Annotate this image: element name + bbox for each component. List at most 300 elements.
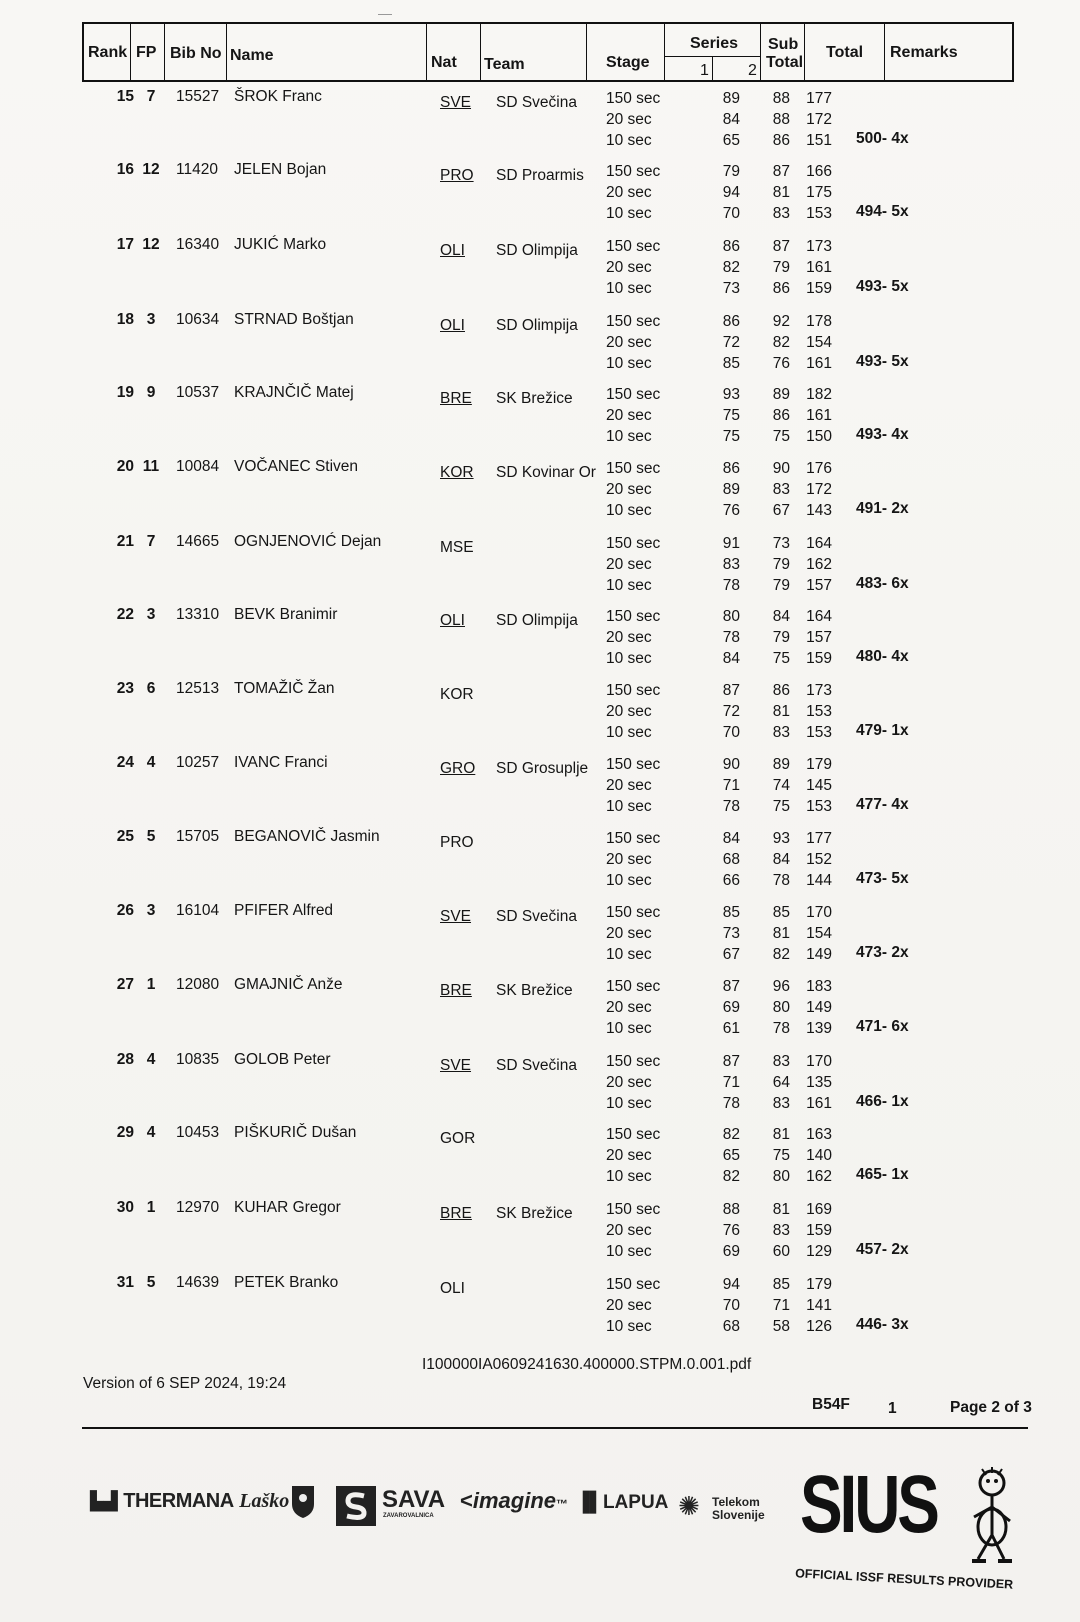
footer-rule bbox=[82, 1427, 1028, 1429]
nat-code: SVE bbox=[440, 1057, 472, 1074]
stage-label: 10 sec bbox=[606, 132, 652, 149]
team-name: SK Brežice bbox=[496, 982, 573, 999]
result-row bbox=[0, 84, 1080, 160]
result-row bbox=[0, 602, 1080, 678]
header-divider bbox=[426, 24, 427, 80]
subtotal-score: 162 bbox=[806, 1168, 832, 1185]
team-name: SK Brežice bbox=[496, 390, 573, 407]
series-2-score: 86 bbox=[772, 682, 790, 699]
athlete-name: JELEN Bojan bbox=[234, 161, 327, 178]
series-1-score: 85 bbox=[722, 355, 740, 372]
total-score: 473- 5x bbox=[856, 870, 909, 887]
series-2-score: 76 bbox=[772, 355, 790, 372]
bib-cell: 15527 bbox=[176, 88, 220, 105]
result-row bbox=[0, 676, 1080, 752]
bib-cell: 10835 bbox=[176, 1051, 220, 1068]
fp-cell: 12 bbox=[142, 236, 160, 253]
subtotal-score: 150 bbox=[806, 428, 832, 445]
subtotal-score: 135 bbox=[806, 1074, 832, 1091]
series-2-score: 78 bbox=[772, 1020, 790, 1037]
subtotal-score: 172 bbox=[806, 111, 832, 128]
series-1-score: 71 bbox=[722, 1074, 740, 1091]
series-1-score: 76 bbox=[722, 1222, 740, 1239]
series-1-score: 89 bbox=[722, 481, 740, 498]
header-divider bbox=[760, 24, 761, 80]
fp-cell: 5 bbox=[146, 1274, 156, 1291]
header-stage: Stage bbox=[606, 54, 650, 71]
results-sheet: Rank FP Bib No Name Nat Team Stage Series 1 2 Sub Total Total Remarks 15 7 15527 ŠROK Franc SVE SD Svečina 150 sec 89 88 177 20 sec 84 88 172 10 sec 65 86 151 500- 4x 16 12 11420 JELEN Bojan PRO SD Proarmis 150 sec 79 87 166 20 sec 94 81 175 10 sec 70 83 153 494- 5x 17 12 16340 JUKIĆ Marko OLI SD Olimpija 150 sec 86 87 173 20 sec 82 79 161 10 sec 73 86 159 493- 5x 18 3 10634 STRNAD Boštjan OLI SD Olimpija 150 sec 86 92 178 20 sec 72 82 154 10 sec 85 76 161 493- 5x 19 9 10537 KRAJNČIČ Matej BRE SK Brežice 150 sec 93 89 182 20 sec 75 86 161 10 sec 75 75 150 493- 4x 20 11 10084 VOČANEC Stiven KOR SD Kovinar Or 150 sec 86 90 176 20 sec 89 83 172 10 sec 76 67 143 491- 2x 21 7 14665 OGNJENOVIĆ Dejan MSE 150 sec 91 73 164 20 sec 83 79 162 10 sec 78 79 157 483- 6x 22 3 13310 BEVK Branimir OLI SD Olimpija 150 sec 80 84 164 20 sec 78 79 157 10 sec 84 75 159 480- 4x 23 6 12513 TOMAŽIČ Žan KOR 150 sec 87 86 173 20 sec 72 81 153 10 sec 70 83 153 479- 1x 24 4 10257 IVANC Franci GRO SD Grosuplje 150 sec 90 89 179 20 sec 71 74 145 10 sec 78 75 153 477- 4x 25 5 15705 BEGANOVIČ Jasmin PRO 150 sec 84 93 177 20 sec 68 84 152 10 sec 66 78 144 473- 5x 26 3 16104 PFIFER Alfred SVE SD Svečina 150 sec 85 85 170 20 sec 73 81 154 10 sec 67 82 149 473- 2x 27 1 12080 GMAJNIČ Anže BRE SK Brežice 150 sec 87 96 183 20 sec 69 80 149 10 sec 61 78 139 471- 6x 28 4 10835 GOLOB Peter SVE SD Svečina 150 sec 87 83 170 20 sec 71 64 135 10 sec 78 83 161 466- 1x 29 4 10453 PIŠKURIČ Dušan GOR 150 sec 82 81 163 20 sec 65 75 140 10 sec 82 80 162 465- 1x 30 1 12970 KUHAR Gregor BRE SK Brežice 150 sec 88 81 169 20 sec 76 83 159 10 sec 69 60 129 457- 2x 31 5 14639 PETEK Branko OLI 150 sec 94 85 179 20 sec 70 71 141 10 sec 68 58 126 446- 3x Version of 6 SEP 2024, 19:24 I100000IA0609241630.400000.STPM.0.001.pdf B54F 1 Page 2 of 3 ▙▟ THERMANA Laško SAVA ZAVAROVALNICA <imagine™ ▐▌LAPUA ✺ Telekom Slovenije SIUS OFFICIAL ISSF RESULTS PROVIDER bbox=[0, 0, 1080, 1622]
series-2-score: 86 bbox=[772, 280, 790, 297]
imagine-logo: <imagine™ bbox=[460, 1488, 568, 1513]
series-1-score: 68 bbox=[722, 1318, 740, 1335]
stage-label: 20 sec bbox=[606, 1074, 652, 1091]
subtotal-score: 157 bbox=[806, 629, 832, 646]
stage-label: 10 sec bbox=[606, 872, 652, 889]
series-1-score: 86 bbox=[722, 313, 740, 330]
series-2-score: 74 bbox=[772, 777, 790, 794]
stage-label: 10 sec bbox=[606, 1020, 652, 1037]
subtotal-score: 159 bbox=[806, 1222, 832, 1239]
subtotal-score: 157 bbox=[806, 577, 832, 594]
nat-code: PRO bbox=[440, 167, 474, 184]
series-1-score: 72 bbox=[722, 703, 740, 720]
stage-label: 150 sec bbox=[606, 904, 661, 921]
result-row bbox=[0, 1195, 1080, 1271]
stage-label: 150 sec bbox=[606, 460, 661, 477]
rank-cell: 16 bbox=[116, 161, 134, 178]
thermana-icon: ▙▟ bbox=[90, 1491, 118, 1511]
rank-cell: 26 bbox=[116, 902, 134, 919]
stage-label: 150 sec bbox=[606, 313, 661, 330]
series-1-score: 86 bbox=[722, 238, 740, 255]
stage-label: 20 sec bbox=[606, 184, 652, 201]
result-row bbox=[0, 529, 1080, 605]
series-2-score: 89 bbox=[772, 756, 790, 773]
nat-code: KOR bbox=[440, 464, 474, 481]
total-score: 500- 4x bbox=[856, 130, 909, 147]
athlete-name: PFIFER Alfred bbox=[234, 902, 334, 919]
series-2-score: 83 bbox=[772, 481, 790, 498]
stage-label: 150 sec bbox=[606, 682, 661, 699]
athlete-name: JUKIĆ Marko bbox=[234, 236, 327, 253]
series-1-score: 78 bbox=[722, 629, 740, 646]
series-1-score: 79 bbox=[722, 163, 740, 180]
bib-cell: 10453 bbox=[176, 1124, 220, 1141]
bib-cell: 10634 bbox=[176, 311, 220, 328]
nat-code: OLI bbox=[440, 1280, 465, 1297]
stage-label: 20 sec bbox=[606, 259, 652, 276]
series-1-score: 70 bbox=[722, 1297, 740, 1314]
athlete-name: PIŠKURIČ Dušan bbox=[234, 1124, 357, 1141]
series-2-score: 60 bbox=[772, 1243, 790, 1260]
subtotal-score: 173 bbox=[806, 238, 832, 255]
series-1-score: 70 bbox=[722, 205, 740, 222]
series-1-score: 84 bbox=[722, 650, 740, 667]
total-score: 493- 5x bbox=[856, 278, 909, 295]
athlete-name: KUHAR Gregor bbox=[234, 1199, 341, 1216]
bib-cell: 13310 bbox=[176, 606, 220, 623]
stage-label: 150 sec bbox=[606, 535, 661, 552]
subtotal-score: 164 bbox=[806, 535, 832, 552]
series-1-score: 87 bbox=[722, 682, 740, 699]
header-remarks: Remarks bbox=[890, 44, 958, 61]
series-2-score: 81 bbox=[772, 703, 790, 720]
fp-cell: 6 bbox=[146, 680, 156, 697]
nat-code: SVE bbox=[440, 94, 472, 111]
bib-cell: 12080 bbox=[176, 976, 220, 993]
result-row bbox=[0, 380, 1080, 456]
result-row bbox=[0, 1120, 1080, 1196]
header-bib: Bib No bbox=[170, 45, 222, 62]
series-1-score: 66 bbox=[722, 872, 740, 889]
doc-code: B54F bbox=[812, 1396, 850, 1413]
series-1-score: 82 bbox=[722, 1168, 740, 1185]
bib-cell: 12970 bbox=[176, 1199, 220, 1216]
team-name: SK Brežice bbox=[496, 1205, 573, 1222]
subtotal-score: 179 bbox=[806, 756, 832, 773]
series-2-score: 81 bbox=[772, 1201, 790, 1218]
series-2-score: 83 bbox=[772, 1222, 790, 1239]
total-score: 446- 3x bbox=[856, 1316, 909, 1333]
subtotal-score: 153 bbox=[806, 703, 832, 720]
subtotal-score: 161 bbox=[806, 407, 832, 424]
stage-label: 10 sec bbox=[606, 650, 652, 667]
subtotal-score: 173 bbox=[806, 682, 832, 699]
nat-code: GOR bbox=[440, 1130, 476, 1147]
fp-cell: 3 bbox=[146, 606, 156, 623]
subtotal-score: 182 bbox=[806, 386, 832, 403]
rank-cell: 15 bbox=[116, 88, 134, 105]
telekom-icon: ✺ bbox=[678, 1491, 700, 1521]
bib-cell: 14639 bbox=[176, 1274, 220, 1291]
stage-label: 10 sec bbox=[606, 205, 652, 222]
fp-cell: 4 bbox=[146, 754, 156, 771]
athlete-name: BEVK Branimir bbox=[234, 606, 338, 623]
total-score: 473- 2x bbox=[856, 944, 909, 961]
series-2-score: 90 bbox=[772, 460, 790, 477]
series-1-score: 82 bbox=[722, 259, 740, 276]
stage-label: 150 sec bbox=[606, 163, 661, 180]
header-series: Series bbox=[690, 35, 739, 52]
series-1-score: 83 bbox=[722, 556, 740, 573]
header-divider bbox=[226, 24, 227, 80]
rank-cell: 27 bbox=[116, 976, 134, 993]
header-nat: Nat bbox=[431, 54, 457, 71]
bib-cell: 10257 bbox=[176, 754, 220, 771]
series-2-score: 88 bbox=[772, 90, 790, 107]
header-divider bbox=[884, 24, 885, 80]
stage-label: 150 sec bbox=[606, 978, 661, 995]
result-row bbox=[0, 1270, 1080, 1346]
stage-label: 150 sec bbox=[606, 386, 661, 403]
series-2-score: 83 bbox=[772, 1095, 790, 1112]
stage-label: 10 sec bbox=[606, 1168, 652, 1185]
subtotal-score: 151 bbox=[806, 132, 832, 149]
rank-cell: 17 bbox=[116, 236, 134, 253]
athlete-name: VOČANEC Stiven bbox=[234, 458, 359, 475]
subtotal-score: 145 bbox=[806, 777, 832, 794]
series-1-score: 91 bbox=[722, 535, 740, 552]
stage-label: 20 sec bbox=[606, 703, 652, 720]
fp-cell: 9 bbox=[146, 384, 156, 401]
table-header bbox=[82, 22, 1014, 82]
total-score: 493- 4x bbox=[856, 426, 909, 443]
page-indicator: Page 2 of 3 bbox=[950, 1399, 1032, 1416]
subtotal-score: 149 bbox=[806, 999, 832, 1016]
sius-logo: SIUS bbox=[800, 1459, 937, 1550]
header-fp: FP bbox=[136, 44, 157, 61]
stage-label: 10 sec bbox=[606, 1095, 652, 1112]
series-2-score: 83 bbox=[772, 205, 790, 222]
series-2-score: 84 bbox=[772, 851, 790, 868]
rank-cell: 31 bbox=[116, 1274, 134, 1291]
header-subtotal: Total bbox=[766, 54, 804, 71]
series-2-score: 79 bbox=[772, 577, 790, 594]
series-2-score: 86 bbox=[772, 132, 790, 149]
nat-code: PRO bbox=[440, 834, 474, 851]
nat-code: KOR bbox=[440, 686, 474, 703]
series-1-score: 89 bbox=[722, 90, 740, 107]
fp-cell: 7 bbox=[146, 88, 156, 105]
series-2-score: 85 bbox=[772, 1276, 790, 1293]
series-2-score: 84 bbox=[772, 608, 790, 625]
doc-number: 1 bbox=[888, 1400, 897, 1417]
stage-label: 10 sec bbox=[606, 280, 652, 297]
result-row bbox=[0, 307, 1080, 383]
bib-cell: 14665 bbox=[176, 533, 220, 550]
series-2-score: 79 bbox=[772, 629, 790, 646]
result-row bbox=[0, 972, 1080, 1048]
series-1-score: 65 bbox=[722, 1147, 740, 1164]
header-divider bbox=[804, 24, 805, 80]
subtotal-score: 159 bbox=[806, 280, 832, 297]
fp-cell: 4 bbox=[146, 1051, 156, 1068]
series-2-score: 93 bbox=[772, 830, 790, 847]
series-2-score: 85 bbox=[772, 904, 790, 921]
team-name: SD Olimpija bbox=[496, 612, 578, 629]
subtotal-score: 179 bbox=[806, 1276, 832, 1293]
result-row bbox=[0, 232, 1080, 308]
subtotal-score: 149 bbox=[806, 946, 832, 963]
stage-label: 20 sec bbox=[606, 777, 652, 794]
series-1-score: 69 bbox=[722, 999, 740, 1016]
series-1-score: 82 bbox=[722, 1126, 740, 1143]
bib-cell: 10084 bbox=[176, 458, 220, 475]
result-row bbox=[0, 454, 1080, 530]
series-2-score: 73 bbox=[772, 535, 790, 552]
series-1-score: 67 bbox=[722, 946, 740, 963]
nat-code: OLI bbox=[440, 242, 465, 259]
stage-label: 20 sec bbox=[606, 334, 652, 351]
lapua-logo: ▐▌LAPUA bbox=[576, 1492, 669, 1513]
sius-tagline: OFFICIAL ISSF RESULTS PROVIDER bbox=[794, 1566, 1014, 1592]
rank-cell: 28 bbox=[116, 1051, 134, 1068]
nat-code: SVE bbox=[440, 908, 472, 925]
subtotal-score: 164 bbox=[806, 608, 832, 625]
series-1-score: 70 bbox=[722, 724, 740, 741]
nat-code: OLI bbox=[440, 612, 465, 629]
subtotal-score: 140 bbox=[806, 1147, 832, 1164]
series-2-score: 58 bbox=[772, 1318, 790, 1335]
fp-cell: 1 bbox=[146, 976, 156, 993]
total-score: 479- 1x bbox=[856, 722, 909, 739]
stage-label: 20 sec bbox=[606, 1222, 652, 1239]
header-divider bbox=[480, 24, 481, 80]
subtotal-score: 153 bbox=[806, 724, 832, 741]
result-row bbox=[0, 750, 1080, 826]
stage-label: 10 sec bbox=[606, 355, 652, 372]
stage-label: 150 sec bbox=[606, 830, 661, 847]
series-1-score: 87 bbox=[722, 1053, 740, 1070]
series-2-score: 83 bbox=[772, 724, 790, 741]
rank-cell: 29 bbox=[116, 1124, 134, 1141]
town-crest-icon bbox=[290, 1484, 316, 1527]
subtotal-score: 166 bbox=[806, 163, 832, 180]
bib-cell: 15705 bbox=[176, 828, 220, 845]
total-score: 480- 4x bbox=[856, 648, 909, 665]
series-2-score: 80 bbox=[772, 999, 790, 1016]
header-name: Name bbox=[230, 47, 274, 64]
series-2-score: 81 bbox=[772, 925, 790, 942]
athlete-name: BEGANOVIČ Jasmin bbox=[234, 828, 380, 845]
nat-code: GRO bbox=[440, 760, 476, 777]
subtotal-score: 154 bbox=[806, 925, 832, 942]
series-1-score: 87 bbox=[722, 978, 740, 995]
team-name: SD Svečina bbox=[496, 94, 577, 111]
series-2-score: 89 bbox=[772, 386, 790, 403]
result-row bbox=[0, 824, 1080, 900]
rank-cell: 22 bbox=[116, 606, 134, 623]
lapua-icon: ▐▌ bbox=[576, 1492, 603, 1513]
series-2-score: 87 bbox=[772, 163, 790, 180]
subtotal-score: 126 bbox=[806, 1318, 832, 1335]
rank-cell: 30 bbox=[116, 1199, 134, 1216]
fp-cell: 11 bbox=[142, 458, 160, 475]
team-name: SD Svečina bbox=[496, 1057, 577, 1074]
rank-cell: 20 bbox=[116, 458, 134, 475]
series-1-score: 78 bbox=[722, 1095, 740, 1112]
subtotal-score: 144 bbox=[806, 872, 832, 889]
subtotal-score: 177 bbox=[806, 830, 832, 847]
subtotal-score: 141 bbox=[806, 1297, 832, 1314]
nat-code: OLI bbox=[440, 317, 465, 334]
series-1-score: 68 bbox=[722, 851, 740, 868]
subtotal-score: 175 bbox=[806, 184, 832, 201]
stage-label: 20 sec bbox=[606, 1147, 652, 1164]
stage-label: 10 sec bbox=[606, 428, 652, 445]
series-2-score: 79 bbox=[772, 556, 790, 573]
series-1-score: 88 bbox=[722, 1201, 740, 1218]
team-name: SD Grosuplje bbox=[496, 760, 589, 777]
bib-cell: 10537 bbox=[176, 384, 220, 401]
bib-cell: 16104 bbox=[176, 902, 220, 919]
stage-label: 20 sec bbox=[606, 851, 652, 868]
subtotal-score: 183 bbox=[806, 978, 832, 995]
rank-cell: 21 bbox=[116, 533, 134, 550]
series-1-score: 80 bbox=[722, 608, 740, 625]
series-2-score: 71 bbox=[772, 1297, 790, 1314]
header-series-1: 1 bbox=[700, 62, 709, 79]
stage-label: 150 sec bbox=[606, 238, 661, 255]
series-2-score: 96 bbox=[772, 978, 790, 995]
header-divider bbox=[164, 24, 165, 80]
subtotal-score: 159 bbox=[806, 650, 832, 667]
series-1-score: 86 bbox=[722, 460, 740, 477]
fp-cell: 3 bbox=[146, 902, 156, 919]
series-2-score: 81 bbox=[772, 1126, 790, 1143]
total-score: 491- 2x bbox=[856, 500, 909, 517]
team-name: SD Olimpija bbox=[496, 317, 578, 334]
nat-code: MSE bbox=[440, 539, 474, 556]
stage-label: 20 sec bbox=[606, 925, 652, 942]
total-score: 457- 2x bbox=[856, 1241, 909, 1258]
series-1-score: 73 bbox=[722, 925, 740, 942]
series-1-score: 78 bbox=[722, 798, 740, 815]
stage-label: 10 sec bbox=[606, 724, 652, 741]
result-row bbox=[0, 157, 1080, 233]
stage-label: 150 sec bbox=[606, 1276, 661, 1293]
stage-label: 150 sec bbox=[606, 1053, 661, 1070]
rank-cell: 18 bbox=[116, 311, 134, 328]
athlete-name: ŠROK Franc bbox=[234, 88, 322, 105]
series-2-score: 75 bbox=[772, 798, 790, 815]
nat-code: BRE bbox=[440, 982, 472, 999]
subtotal-score: 153 bbox=[806, 205, 832, 222]
series-2-score: 75 bbox=[772, 650, 790, 667]
series-1-score: 72 bbox=[722, 334, 740, 351]
series-1-score: 85 bbox=[722, 904, 740, 921]
series-2-score: 75 bbox=[772, 428, 790, 445]
stage-label: 150 sec bbox=[606, 1201, 661, 1218]
series-1-score: 94 bbox=[722, 1276, 740, 1293]
subtotal-score: 163 bbox=[806, 1126, 832, 1143]
series-2-score: 75 bbox=[772, 1147, 790, 1164]
total-score: 494- 5x bbox=[856, 203, 909, 220]
stage-label: 10 sec bbox=[606, 502, 652, 519]
series-2-score: 88 bbox=[772, 111, 790, 128]
bib-cell: 16340 bbox=[176, 236, 220, 253]
stage-label: 10 sec bbox=[606, 1243, 652, 1260]
stage-label: 150 sec bbox=[606, 90, 661, 107]
athlete-name: KRAJNČIČ Matej bbox=[234, 384, 354, 401]
stage-label: 20 sec bbox=[606, 999, 652, 1016]
subtotal-score: 177 bbox=[806, 90, 832, 107]
series-1-score: 65 bbox=[722, 132, 740, 149]
series-2-score: 78 bbox=[772, 872, 790, 889]
series-1-score: 84 bbox=[722, 111, 740, 128]
series-2-score: 82 bbox=[772, 334, 790, 351]
series-1-score: 75 bbox=[722, 407, 740, 424]
scan-mark bbox=[378, 14, 392, 15]
nat-code: BRE bbox=[440, 1205, 472, 1222]
subtotal-score: 172 bbox=[806, 481, 832, 498]
team-name: SD Kovinar Or bbox=[496, 464, 596, 481]
header-divider bbox=[130, 24, 131, 80]
header-rank: Rank bbox=[88, 44, 128, 61]
header-series-2: 2 bbox=[748, 62, 757, 79]
athlete-name: TOMAŽIČ Žan bbox=[234, 680, 335, 697]
series-1-score: 90 bbox=[722, 756, 740, 773]
series-divider bbox=[712, 56, 713, 80]
header-sub: Sub bbox=[768, 36, 799, 53]
series-1-score: 71 bbox=[722, 777, 740, 794]
athlete-name: GMAJNIČ Anže bbox=[234, 976, 343, 993]
total-score: 466- 1x bbox=[856, 1093, 909, 1110]
subtotal-score: 178 bbox=[806, 313, 832, 330]
athlete-name: OGNJENOVIĆ Dejan bbox=[234, 533, 382, 550]
header-divider bbox=[586, 24, 587, 80]
header-team: Team bbox=[484, 56, 525, 73]
